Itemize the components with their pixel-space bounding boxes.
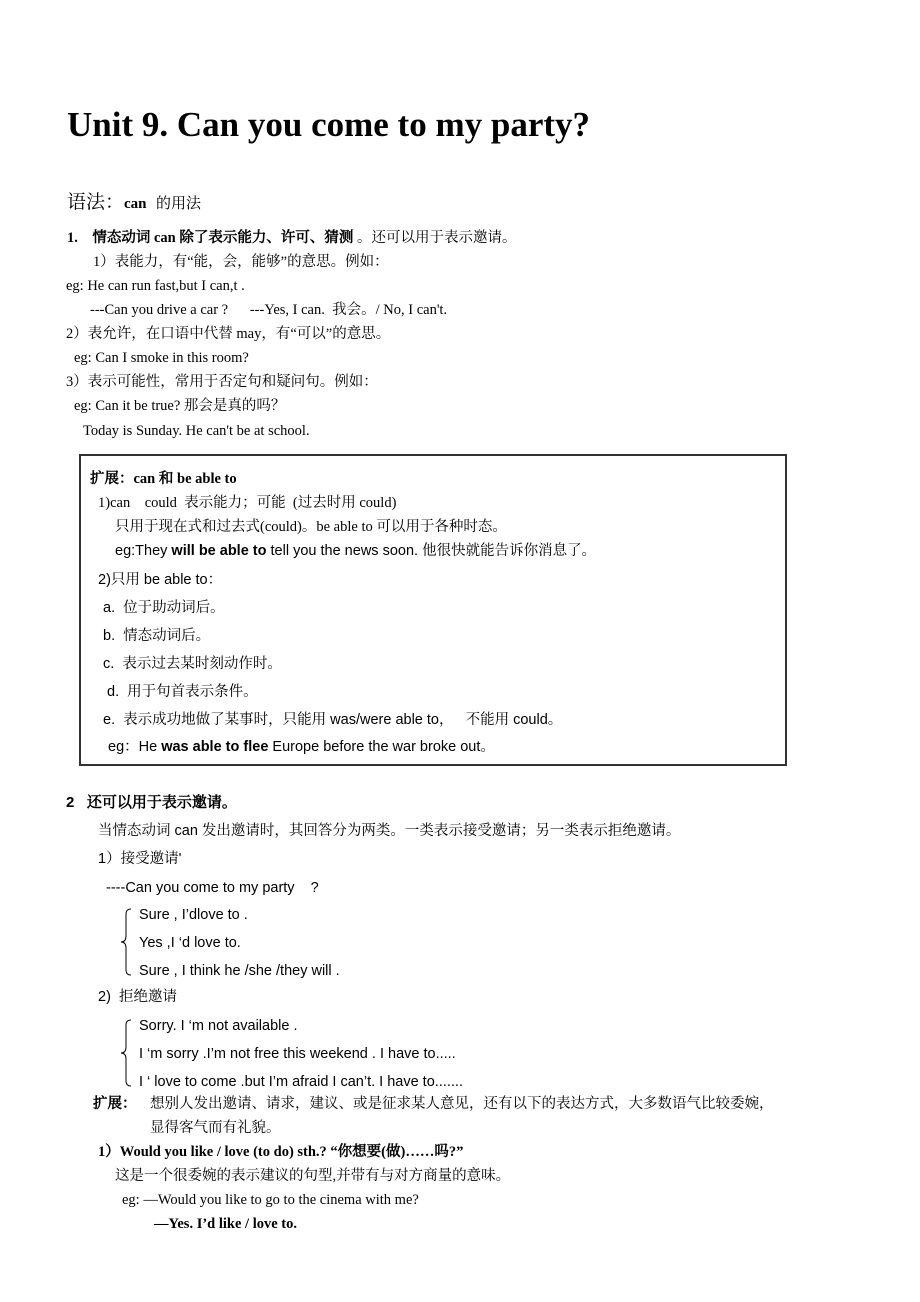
would-you-like-heading: 1）Would you like / love (to do) sth.? “你想要(做)……吗?” [98,1144,464,1160]
section2-question: ----Can you come to my party ? [106,880,319,896]
section1-item2: 2）表允许，在口语中代替 may，有“可以”的意思。 [66,326,391,342]
grammar-word: can [124,196,147,212]
decline-reply-2: I ‘m sorry .I’m not free this weekend . I have to..... [139,1046,456,1062]
extension2-text-line2: 显得客气而有礼貌。 [150,1120,281,1136]
section2-intro: 当情态动词 can 发出邀请时，其回答分为两类。一类表示接受邀请；另一类表示拒绝邀请。 [98,823,681,839]
extension-box-eg2-suffix: Europe before the war broke out。 [268,739,495,755]
accept-reply-2: Yes ,I ‘d love to. [139,935,241,951]
section2-heading [66,793,237,813]
left-brace-icon [118,907,132,977]
extension-box-eg1-bold: will be able to [171,543,267,559]
extension-box-p2: 只用于现在式和过去式(could)。be able to 可以用于各种时态。 [115,519,507,535]
section1-heading [67,228,517,248]
section1-heading-rest: 。还可以用于表示邀请。 [353,230,517,246]
decline-reply-3: I ‘ love to come .but I’m afraid I can’t. I have to....... [139,1074,463,1090]
extension-box-eg2-prefix: eg：He [108,739,162,755]
section1-eg1: eg: He can run fast,but I can,t . [66,278,245,294]
section2-decline-label: 2) 拒绝邀请 [98,989,177,1005]
extension-box-item-e: e. 表示成功地做了某事时，只能用 was/were able to， 不能用 could。 [103,712,563,728]
grammar-heading [67,191,201,216]
extension-box-eg1-prefix: eg:They [115,543,172,559]
extension-box-eg2-bold: was able to flee [161,739,269,755]
section1-item1: 1）表能力，有“能，会，能够”的意思。例如： [93,254,389,270]
section1-eg4: eg: Can it be true? 那会是真的吗？ [74,398,286,414]
extension-box-item-a: a. 位于助动词后。 [103,600,225,616]
extension-box-p1: 1)can could 表示能力；可能 (过去时用 could) [98,495,397,511]
would-you-like-eg-answer: —Yes. I’d like / love to. [154,1216,297,1232]
decline-reply-1: Sorry. I ‘m not available . [139,1018,298,1034]
section2-number: 2 [66,794,75,811]
extension-box-eg1 [115,541,596,561]
section1-eg5: Today is Sunday. He can't be at school. [83,423,310,439]
grammar-suffix: 的用法 [156,196,202,212]
section1-item3: 3）表示可能性，常用于否定句和疑问句。例如： [66,374,378,390]
extension-box-eg2 [108,737,495,757]
extension-box-item-c: c. 表示过去某时刻动作时。 [103,656,282,672]
section1-eg2: ---Can you drive a car ? ---Yes, I can. 我会。/ No, I can't. [90,302,448,318]
section1-heading-bold: 情态动词 can 除了表示能力、许可、猜测 [92,230,354,246]
left-brace-icon [118,1018,132,1088]
grammar-label: 语法： [67,192,125,213]
section1-number: 1. [67,230,78,246]
extension-box-heading: 扩展：can 和 be able to [90,471,237,487]
extension2-text-line1: 想别人发出邀请、请求，建议、或是征求某人意见，还有以下的表达方式，大多数语气比较委婉， [150,1096,774,1112]
would-you-like-eg-question: eg: —Would you like to go to the cinema with me? [122,1192,419,1208]
would-you-like-desc: 这是一个很委婉的表示建议的句型,并带有与对方商量的意味。 [115,1168,511,1184]
extension-box-item-b: b. 情态动词后。 [103,628,211,644]
section1-eg3: eg: Can I smoke in this room? [74,350,249,366]
extension-box-eg1-suffix: tell you the news soon. 他很快就能告诉你消息了。 [266,543,597,559]
extension-box-item-d: d. 用于句首表示条件。 [103,684,258,700]
page-title: Unit 9. Can you come to my party? [67,105,591,144]
extension2-label: 扩展： [93,1096,137,1112]
extension-box-p3: 2)只用 be able to： [98,572,223,588]
section2-heading-text: 还可以用于表示邀请。 [86,794,237,811]
accept-reply-3: Sure , I think he /she /they will . [139,963,340,979]
accept-reply-1: Sure , I’dlove to . [139,907,248,923]
section2-accept-label: 1）接受邀请' [98,851,182,867]
